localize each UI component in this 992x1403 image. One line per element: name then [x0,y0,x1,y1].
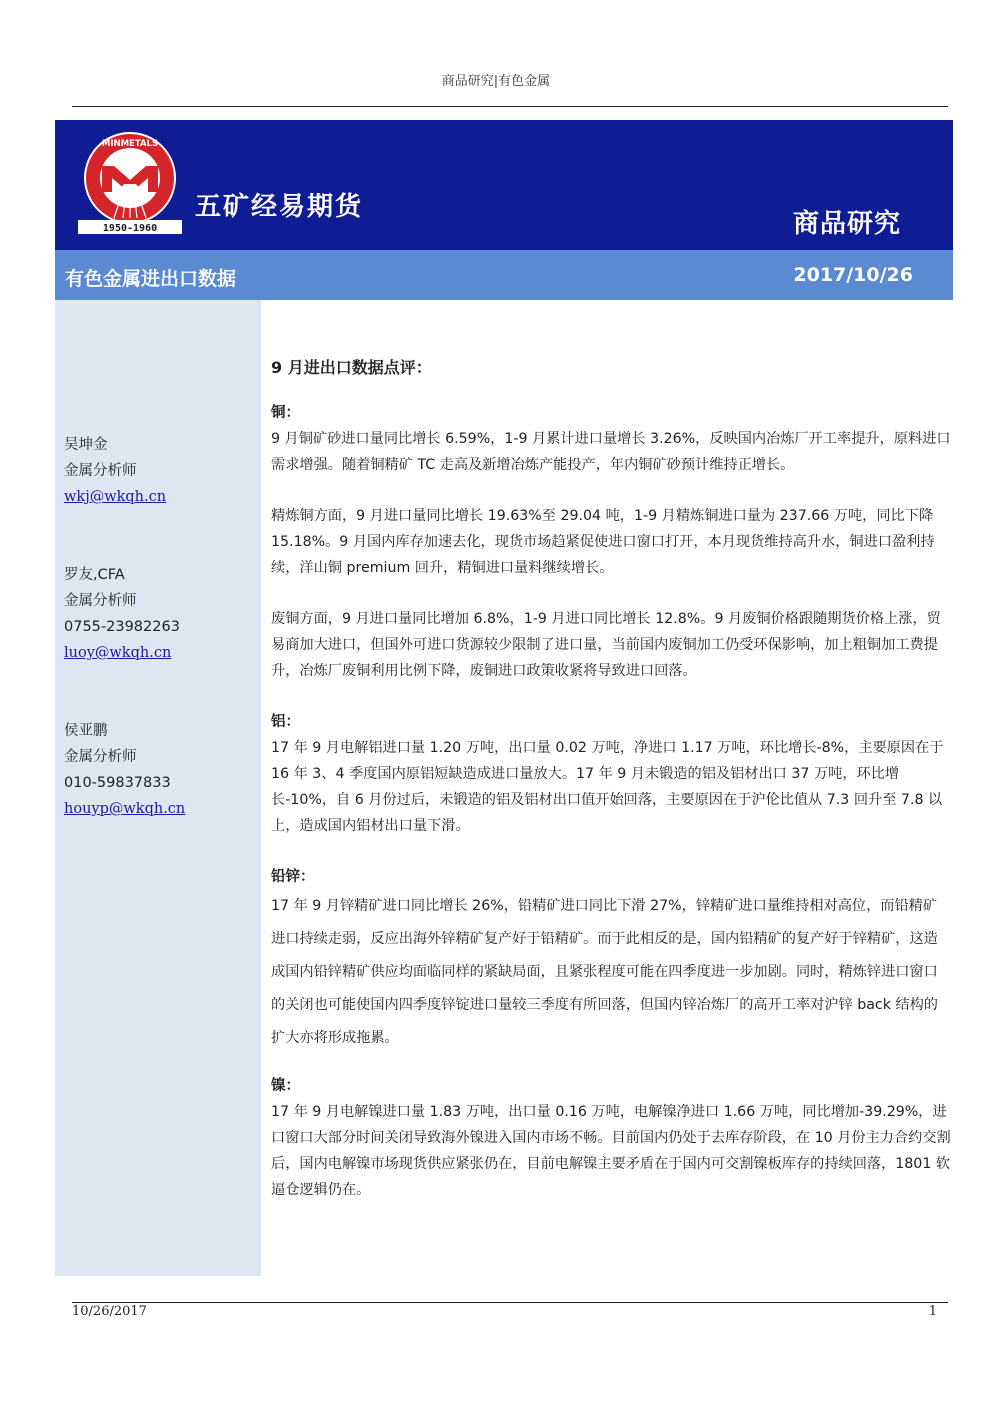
section-heading: 9 月进出口数据点评： [271,358,432,377]
analyst-name: 罗友,CFA [64,567,125,583]
page-number: 1 [928,1304,937,1319]
analyst-name: 侯亚鹏 [64,723,108,739]
copper-paragraph-ore: 9 月铜矿砂进口量同比增长 6.59%，1-9 月累计进口量增长 3.26%，反映国内冶炼厂开工率提升，原料进口需求增强。随着铜精矿 TC 走高及新增冶炼产能投产，年内铜矿砂预计维持正增长。 [271,431,951,473]
analyst-contact [64,718,185,822]
minmetals-logo [78,130,182,234]
analyst-role: 金属分析师 [64,593,137,609]
banner [55,120,953,250]
banner-title: 商品研究 [792,209,901,239]
analyst-contact [64,432,166,510]
analyst-sidebar [55,300,261,1276]
copper-title: 铜： [271,405,300,421]
aluminum-title: 铝： [271,714,300,730]
report-title-bar [55,250,953,300]
analyst-email-link[interactable]: wkj@wkqh.cn [64,489,167,505]
copper-paragraph-refined: 精炼铜方面，9 月进口量同比增长 19.63%至 29.04 吨，1-9 月精炼铜进口量为 237.66 万吨，同比下降 15.18%。9 月国内库存加速去化，现货市场趋紧促使进口窗口打开，本月现货维持高升水，铜进口盈利持续，洋山铜 premium 回升，精铜进口量料继续增长。 [271,508,935,576]
header-rule [72,106,948,107]
main-content [271,355,951,1203]
analyst-name: 吴坤金 [64,437,108,453]
aluminum-paragraph: 17 年 9 月电解铝进口量 1.20 万吨，出口量 0.02 万吨，净进口 1.17 万吨，环比增长-8%，主要原因在于 16 年 3、4 季度国内原铝短缺造成进口量放大。17 年 9 月未锻造的铝及铝材出口 37 万吨，环比增长-10%，自 6 月份过后，未锻造的铝及铝材出口值开始回落，主要原因在于沪伦比值从 7.3 回升至 7.8 以上，造成国内铝材出口量下滑。 [271,740,944,834]
analyst-email-link[interactable]: houyp@wkqh.cn [64,801,186,817]
nickel-paragraph: 17 年 9 月电解镍进口量 1.83 万吨，出口量 0.16 万吨，电解镍净进口 1.66 万吨，同比增加-39.29%，进口窗口大部分时间关闭导致海外镍进入国内市场不畅。目前国内仍处于去库存阶段，在 10 月份主力合约交割后，国内电解镍市场现货供应紧张仍在，目前电解镍主要矛盾在于国内可交割镍板库存的持续回落，1801 软逼仓逻辑仍在。 [271,1104,951,1198]
logo-text: MINMETALS [101,139,159,149]
nickel-title: 镍： [271,1078,300,1094]
report-date: 2017/10/26 [793,264,913,286]
page-header: 商品研究|有色金属 [441,74,551,89]
copper-paragraph-scrap: 废铜方面，9 月进口量同比增加 6.8%，1-9 月进口同比增长 12.8%。9 月废铜价格跟随期货价格上涨，贸易商加大进口，但国外可进口货源较少限制了进口量，当前国内废铜加工仍受环保影响，加上粗铜加工费提升，冶炼厂废铜利用比例下降，废铜进口政策收紧将导致进口回落。 [271,611,941,679]
analyst-phone: 0755-23982263 [64,619,180,635]
analyst-role: 金属分析师 [64,463,137,479]
footer-rule [72,1302,948,1303]
analyst-role: 金属分析师 [64,749,137,765]
leadzinc-paragraph: 17 年 9 月锌精矿进口同比增长 26%，铅精矿进口同比下滑 27%，锌精矿进口量维持相对高位，而铅精矿进口持续走弱，反应出海外锌精矿复产好于铅精矿。而于此相反的是，国内铅精矿的复产好于锌精矿，这造成国内铅锌精矿供应均面临同样的紧缺局面，且紧张程度可能在四季度进一步加剧。同时，精炼锌进口窗口的关闭也可能使国内四季度锌锭进口量较三季度有所回落，但国内锌冶炼厂的高开工率对沪锌 back 结构的扩大亦将形成拖累。 [271,898,938,1046]
leadzinc-title: 铅锌： [271,869,315,885]
company-name: 五矿经易期货 [195,192,364,222]
analyst-email-link[interactable]: luoy@wkqh.cn [64,645,172,661]
analyst-contact [64,562,180,666]
analyst-phone: 010-59837833 [64,775,171,791]
footer-date: 10/26/2017 [72,1304,147,1319]
logo-year: 1950-1960 [102,223,158,234]
report-title: 有色金属进出口数据 [65,268,237,290]
